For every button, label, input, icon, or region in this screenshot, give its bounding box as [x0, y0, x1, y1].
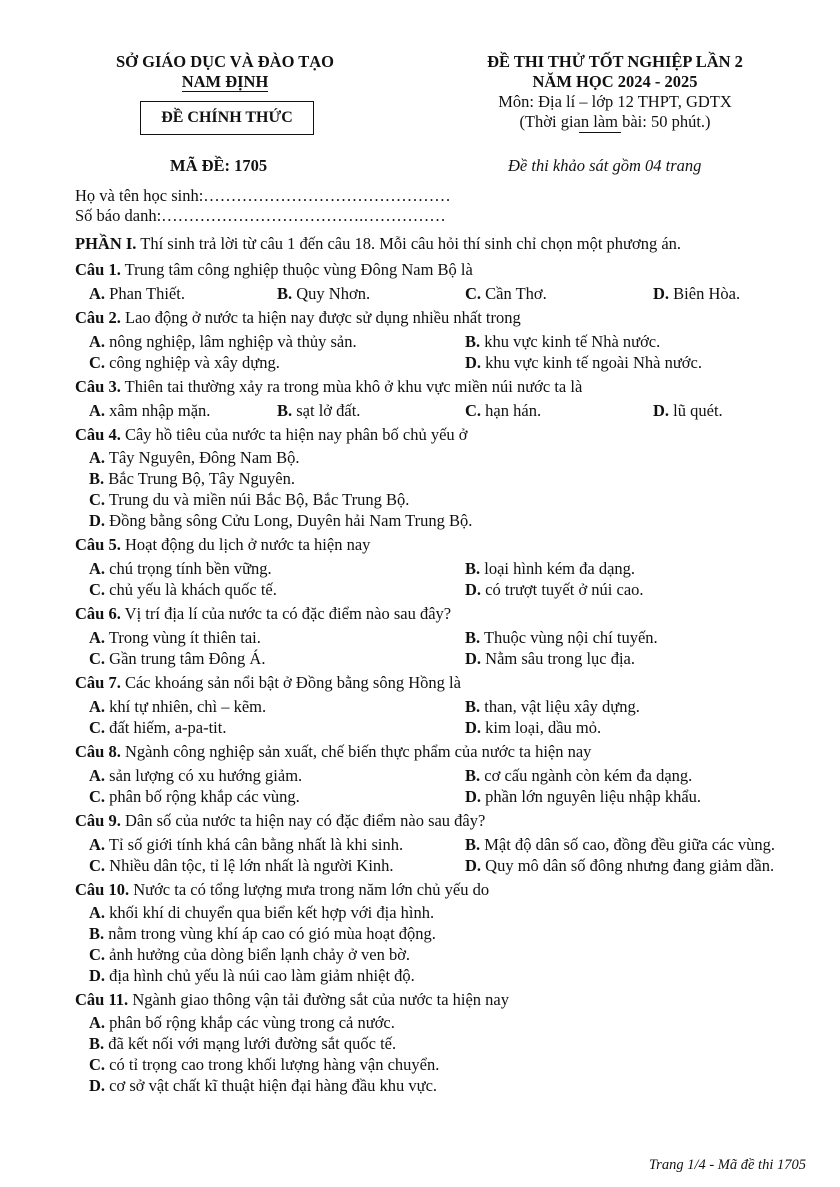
option-key: B.: [465, 628, 481, 647]
option-key: C.: [89, 856, 106, 875]
question-11: [75, 990, 805, 1096]
subject-line: Môn: Địa lí – lớp 12 THPT, GDTX: [498, 92, 732, 111]
option-text: Trung du và miền núi Bắc Bộ, Bắc Trung Bộ.: [105, 490, 410, 509]
option-key: A.: [89, 903, 106, 922]
answer-option-a: [89, 696, 465, 717]
option-key: C.: [89, 490, 106, 509]
answer-option-c: [89, 786, 465, 807]
option-key: A.: [89, 332, 106, 351]
option-text: Quy mô dân số đông nhưng đang giảm dần.: [481, 856, 775, 875]
question-text: Hoạt động du lịch ở nước ta hiện nay: [120, 535, 371, 554]
answer-option-c: [89, 855, 465, 876]
question-6: [75, 604, 805, 669]
question-text: Ngành công nghiệp sản xuất, chế biến thực phẩm của nước ta hiện nay: [120, 742, 592, 761]
option-text: khu vực kinh tế Nhà nước.: [480, 332, 661, 351]
answer-option-a: [89, 1012, 805, 1033]
answer-option-b: [465, 331, 819, 352]
option-text: có trượt tuyết ở núi cao.: [481, 580, 644, 599]
option-key: D.: [89, 1076, 106, 1095]
option-key: C.: [465, 284, 482, 303]
option-text: công nghiệp và xây dựng.: [105, 353, 280, 372]
option-key: B.: [465, 559, 481, 578]
answer-option-a: [89, 558, 465, 579]
option-text: Phan Thiết.: [105, 284, 185, 303]
exam-code: MÃ ĐỀ: 1705: [170, 156, 268, 175]
answer-option-d: [465, 352, 819, 373]
option-text: Tây Nguyên, Đông Nam Bộ.: [105, 448, 300, 467]
answer-options: [75, 834, 805, 876]
question-2: [75, 308, 805, 373]
question-list: [75, 234, 805, 1096]
answer-option-d: [465, 648, 819, 669]
option-text: nông nghiệp, lâm nghiệp và thủy sản.: [105, 332, 357, 351]
answer-option-d: [653, 400, 813, 421]
question-label: Câu 3.: [75, 377, 121, 396]
question-stem: [75, 308, 805, 328]
question-label: Câu 10.: [75, 880, 130, 899]
option-key: B.: [277, 284, 293, 303]
answer-options: [75, 400, 805, 421]
option-text: đã kết nối với mạng lưới đường sắt quốc tế.: [104, 1034, 397, 1053]
school-year: NĂM HỌC 2024 - 2025: [532, 72, 698, 91]
option-text: xâm nhập mặn.: [105, 401, 211, 420]
answer-option-d: [465, 786, 819, 807]
answer-option-d: [653, 283, 813, 304]
option-text: Mật độ dân số cao, đồng đều giữa các vùng.: [480, 835, 776, 854]
option-text: Nằm sâu trong lục địa.: [481, 649, 636, 668]
question-text: Cây hồ tiêu của nước ta hiện nay phân bố chủ yếu ở: [120, 425, 468, 444]
answer-option-b: [465, 765, 819, 786]
answer-options: [75, 902, 805, 986]
answer-option-b: [89, 923, 805, 944]
question-8: [75, 742, 805, 807]
option-text: Gần trung tâm Đông Á.: [105, 649, 266, 668]
answer-options: [75, 696, 805, 738]
option-key: D.: [465, 353, 482, 372]
answer-option-b: [465, 627, 819, 648]
question-3: [75, 377, 805, 421]
option-text: chú trọng tính bền vững.: [105, 559, 272, 578]
school-header: [60, 52, 390, 92]
question-label: Câu 11.: [75, 990, 129, 1009]
option-key: C.: [89, 787, 106, 806]
student-info: [75, 186, 451, 226]
answer-option-c: [465, 283, 653, 304]
answer-options: [75, 447, 805, 531]
answer-option-a: [89, 627, 465, 648]
answer-option-a: [89, 902, 805, 923]
question-label: Câu 5.: [75, 535, 121, 554]
option-key: B.: [465, 697, 481, 716]
question-text: Các khoáng sản nổi bật ở Đồng bằng sông Hồng là: [120, 673, 461, 692]
question-stem: [75, 811, 805, 831]
option-text: khu vực kinh tế ngoài Nhà nước.: [481, 353, 702, 372]
exam-header: [445, 52, 785, 132]
option-key: A.: [89, 448, 106, 467]
answer-option-a: [89, 400, 277, 421]
question-text: Trung tâm công nghiệp thuộc vùng Đông Nam Bộ là: [120, 260, 473, 279]
option-key: D.: [465, 856, 482, 875]
option-text: nằm trong vùng khí áp cao có gió mùa hoạt động.: [104, 924, 436, 943]
answer-option-d: [89, 965, 805, 986]
option-key: D.: [89, 966, 106, 985]
option-text: Biên Hòa.: [669, 284, 741, 303]
option-key: A.: [89, 766, 106, 785]
question-9: [75, 811, 805, 876]
option-text: Quy Nhơn.: [292, 284, 371, 303]
answer-option-a: [89, 765, 465, 786]
answer-options: [75, 283, 805, 304]
answer-option-b: [89, 1033, 805, 1054]
answer-option-a: [89, 834, 465, 855]
part-label: PHẦN I.: [75, 234, 137, 253]
option-key: C.: [465, 401, 482, 420]
question-text: Dân số của nước ta hiện nay có đặc điểm nào sau đây?: [120, 811, 486, 830]
answer-option-d: [89, 510, 805, 531]
option-key: D.: [89, 511, 106, 530]
question-label: Câu 1.: [75, 260, 121, 279]
option-text: cơ cấu ngành còn kém đa dạng.: [480, 766, 693, 785]
question-label: Câu 7.: [75, 673, 121, 692]
question-label: Câu 6.: [75, 604, 121, 623]
option-text: lũ quét.: [669, 401, 723, 420]
option-key: A.: [89, 401, 106, 420]
option-text: ảnh hưởng của dòng biển lạnh chảy ở ven bờ.: [105, 945, 411, 964]
option-text: kim loại, dầu mỏ.: [481, 718, 602, 737]
option-key: C.: [89, 649, 106, 668]
answer-option-c: [89, 717, 465, 738]
question-stem: [75, 673, 805, 693]
option-text: hạn hán.: [481, 401, 542, 420]
question-label: Câu 8.: [75, 742, 121, 761]
exam-title: ĐỀ THI THỬ TỐT NGHIỆP LẦN 2: [487, 52, 743, 71]
part-text: Thí sinh trả lời từ câu 1 đến câu 18. Mỗi câu hỏi thí sinh chỉ chọn một phương án.: [136, 234, 682, 253]
option-text: cơ sở vật chất kĩ thuật hiện đại hàng đầu khu vực.: [105, 1076, 438, 1095]
answer-option-a: [89, 447, 805, 468]
page-count-note: Đề thi khảo sát gồm 04 trang: [508, 156, 702, 175]
option-text: Bắc Trung Bộ, Tây Nguyên.: [104, 469, 295, 488]
question-text: Ngành giao thông vận tải đường sắt của nước ta hiện nay: [128, 990, 510, 1009]
question-label: Câu 9.: [75, 811, 121, 830]
option-text: Cần Thơ.: [481, 284, 547, 303]
student-id-line: Số báo danh:……………………………….……………: [75, 206, 446, 225]
answer-option-a: [89, 283, 277, 304]
question-stem: [75, 604, 805, 624]
option-key: B.: [89, 1034, 105, 1053]
question-7: [75, 673, 805, 738]
answer-option-c: [89, 579, 465, 600]
province-name: NAM ĐỊNH: [181, 72, 269, 91]
question-10: [75, 880, 805, 986]
answer-option-c: [89, 648, 465, 669]
option-key: D.: [465, 649, 482, 668]
option-text: khí tự nhiên, chì – kẽm.: [105, 697, 267, 716]
question-text: Vị trí địa lí của nước ta có đặc điểm nào sau đây?: [120, 604, 452, 623]
option-key: A.: [89, 628, 106, 647]
option-key: D.: [653, 401, 670, 420]
option-key: B.: [465, 332, 481, 351]
answer-options: [75, 765, 805, 807]
option-text: sản lượng có xu hướng giảm.: [105, 766, 303, 785]
answer-option-b: [89, 468, 805, 489]
option-key: B.: [277, 401, 293, 420]
department-name: SỞ GIÁO DỤC VÀ ĐÀO TẠO: [115, 52, 335, 71]
option-key: C.: [89, 353, 106, 372]
option-text: chủ yếu là khách quốc tế.: [105, 580, 277, 599]
answer-option-b: [277, 400, 465, 421]
option-key: A.: [89, 559, 106, 578]
option-key: A.: [89, 697, 106, 716]
question-1: [75, 260, 805, 304]
option-text: đất hiếm, a-pa-tit.: [105, 718, 227, 737]
student-name-line: Họ và tên học sinh:………………………………………: [75, 186, 451, 205]
question-5: [75, 535, 805, 600]
answer-options: [75, 331, 805, 373]
option-key: A.: [89, 1013, 106, 1032]
answer-option-c: [89, 1054, 805, 1075]
option-text: địa hình chủ yếu là núi cao làm giảm nhiệt độ.: [105, 966, 415, 985]
option-key: B.: [465, 766, 481, 785]
question-stem: [75, 990, 805, 1010]
answer-option-b: [465, 558, 819, 579]
question-stem: [75, 742, 805, 762]
question-label: Câu 4.: [75, 425, 121, 444]
question-text: Thiên tai thường xảy ra trong mùa khô ở khu vực miền núi nước ta là: [120, 377, 583, 396]
answer-option-d: [89, 1075, 805, 1096]
answer-option-b: [277, 283, 465, 304]
answer-options: [75, 1012, 805, 1096]
part-instruction: [75, 234, 805, 254]
question-label: Câu 2.: [75, 308, 121, 327]
question-stem: [75, 425, 805, 445]
option-text: khối khí di chuyển qua biển kết hợp với địa hình.: [105, 903, 435, 922]
question-stem: [75, 535, 805, 555]
option-key: D.: [465, 787, 482, 806]
option-key: C.: [89, 718, 106, 737]
option-text: loại hình kém đa dạng.: [480, 559, 636, 578]
option-text: có tỉ trọng cao trong khối lượng hàng vận chuyển.: [105, 1055, 440, 1074]
option-text: Thuộc vùng nội chí tuyến.: [480, 628, 658, 647]
option-text: Trong vùng ít thiên tai.: [105, 628, 261, 647]
option-key: A.: [89, 835, 106, 854]
answer-option-c: [465, 400, 653, 421]
answer-option-c: [89, 944, 805, 965]
question-text: Nước ta có tổng lượng mưa trong năm lớn chủ yếu do: [129, 880, 490, 899]
option-key: B.: [89, 469, 105, 488]
answer-option-c: [89, 489, 805, 510]
answer-option-b: [465, 834, 819, 855]
option-key: A.: [89, 284, 106, 303]
answer-option-b: [465, 696, 819, 717]
option-key: C.: [89, 945, 106, 964]
option-key: D.: [465, 718, 482, 737]
option-key: D.: [465, 580, 482, 599]
option-text: phần lớn nguyên liệu nhập khẩu.: [481, 787, 702, 806]
option-text: Tỉ số giới tính khá cân bằng nhất là khi sinh.: [105, 835, 404, 854]
time-line: (Thời gian làm bài: 50 phút.): [519, 112, 711, 131]
option-key: B.: [465, 835, 481, 854]
page-footer: Trang 1/4 - Mã đề thi 1705: [648, 1157, 806, 1173]
question-stem: [75, 377, 805, 397]
option-key: C.: [89, 1055, 106, 1074]
option-text: Đồng bằng sông Cửu Long, Duyên hải Nam Trung Bộ.: [105, 511, 473, 530]
answer-option-a: [89, 331, 465, 352]
option-text: sạt lở đất.: [292, 401, 361, 420]
option-text: Nhiều dân tộc, tỉ lệ lớn nhất là người Kinh.: [105, 856, 394, 875]
answer-options: [75, 558, 805, 600]
answer-option-d: [465, 855, 819, 876]
option-key: B.: [89, 924, 105, 943]
question-text: Lao động ở nước ta hiện nay được sử dụng nhiều nhất trong: [120, 308, 521, 327]
option-text: phân bố rộng khắp các vùng trong cả nước.: [105, 1013, 395, 1032]
official-exam-box: ĐỀ CHÍNH THỨC: [140, 101, 314, 135]
option-key: D.: [653, 284, 670, 303]
question-stem: [75, 880, 805, 900]
answer-option-d: [465, 579, 819, 600]
question-4: [75, 425, 805, 531]
answer-options: [75, 627, 805, 669]
option-text: than, vật liệu xây dựng.: [480, 697, 640, 716]
question-stem: [75, 260, 805, 280]
answer-option-c: [89, 352, 465, 373]
option-text: phân bố rộng khắp các vùng.: [105, 787, 300, 806]
answer-option-d: [465, 717, 819, 738]
option-key: C.: [89, 580, 106, 599]
